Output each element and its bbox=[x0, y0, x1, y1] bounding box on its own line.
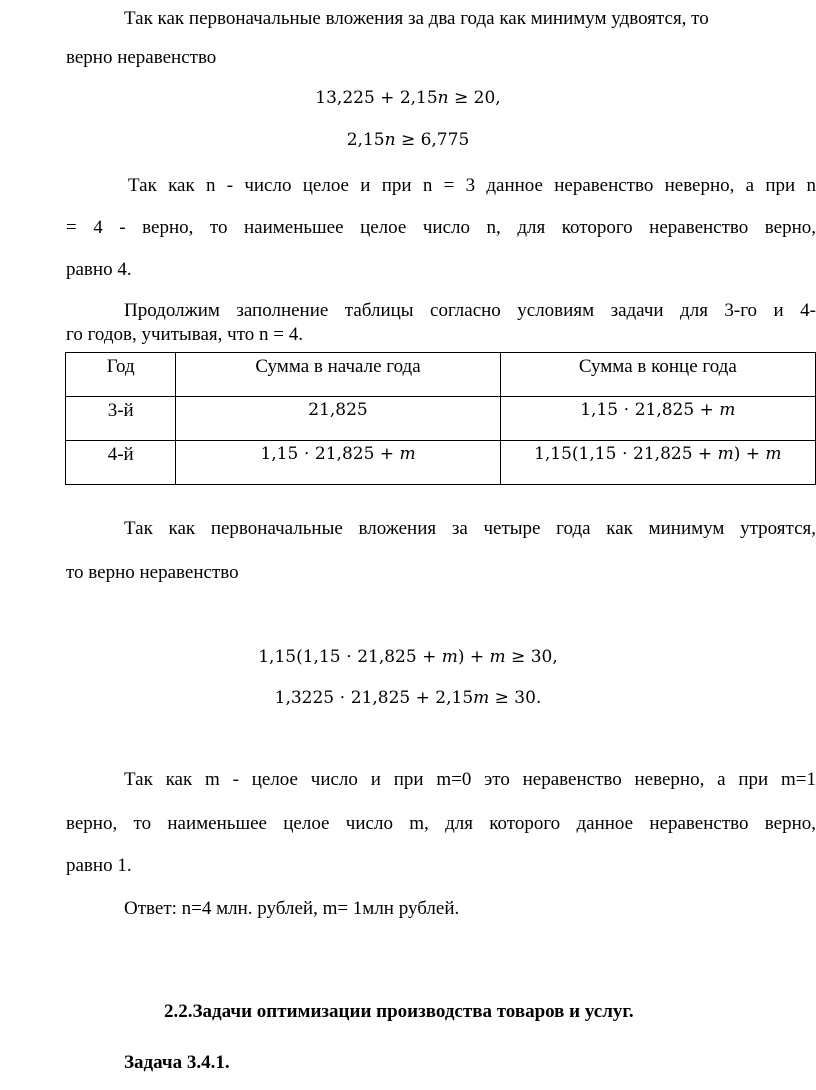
table-cell-end-sum: 1,15(1,15 ⋅ 21,825 + 𝑚) + 𝑚 bbox=[500, 441, 815, 485]
equation-2b: 1,3225 ⋅ 21,825 + 2,15𝑚 ≥ 30. bbox=[274, 688, 542, 708]
header-start-sum: Сумма в начале года bbox=[176, 353, 500, 397]
table-cell-start-sum: 1,15 ⋅ 21,825 + 𝑚 bbox=[176, 441, 500, 485]
table-cell-start-sum: 21,825 bbox=[176, 397, 500, 441]
equation-2a: 1,15(1,15 ⋅ 21,825 + 𝑚) + 𝑚 ≥ 30, bbox=[258, 647, 558, 667]
equation-1b: 2,15𝑛 ≥ 6,775 bbox=[346, 130, 470, 150]
section-heading: 2.2.Задачи оптимизации производства товаров и услуг. bbox=[164, 1001, 634, 1022]
paragraph-2-line-1: Так как n - число целое и при n = 3 данное неравенство неверно, а при n bbox=[128, 175, 816, 196]
paragraph-2-line-3: равно 4. bbox=[66, 259, 132, 280]
paragraph-5-line-1: Так как m - целое число и при m=0 это неравенство неверно, а при m=1 bbox=[124, 769, 816, 790]
header-end-sum: Сумма в конце года bbox=[500, 353, 815, 397]
investment-table bbox=[65, 352, 816, 485]
paragraph-5-line-3: равно 1. bbox=[66, 855, 132, 876]
table-row bbox=[66, 397, 816, 441]
table-cell-end-sum: 1,15 ⋅ 21,825 + 𝑚 bbox=[500, 397, 815, 441]
paragraph-4-line-1: Так как первоначальные вложения за четыре года как минимум утроятся, bbox=[124, 518, 816, 539]
paragraph-3-line-2: го годов, учитывая, что n = 4. bbox=[66, 324, 303, 345]
table-cell-year: 3-й bbox=[66, 397, 176, 441]
task-heading: Задача 3.4.1. bbox=[124, 1052, 230, 1073]
paragraph-1-line-2: верно неравенство bbox=[66, 47, 217, 68]
table-header-row bbox=[66, 353, 816, 397]
answer-text: Ответ: n=4 млн. рублей, m= 1млн рублей. bbox=[124, 898, 460, 919]
paragraph-1-line-1: Так как первоначальные вложения за два года как минимум удвоятся, то bbox=[124, 8, 709, 29]
table-row bbox=[66, 441, 816, 485]
paragraph-2-line-2: = 4 - верно, то наименьшее целое число n, для которого неравенство верно, bbox=[66, 217, 816, 238]
header-year: Год bbox=[66, 353, 176, 397]
paragraph-3-line-1: Продолжим заполнение таблицы согласно условиям задачи для 3-го и 4- bbox=[124, 300, 816, 321]
equation-1a: 13,225 + 2,15𝑛 ≥ 20, bbox=[315, 88, 501, 108]
table-cell-year: 4-й bbox=[66, 441, 176, 485]
paragraph-5-line-2: верно, то наименьшее целое число m, для которого данное неравенство верно, bbox=[66, 813, 816, 834]
paragraph-4-line-2: то верно неравенство bbox=[66, 562, 239, 583]
